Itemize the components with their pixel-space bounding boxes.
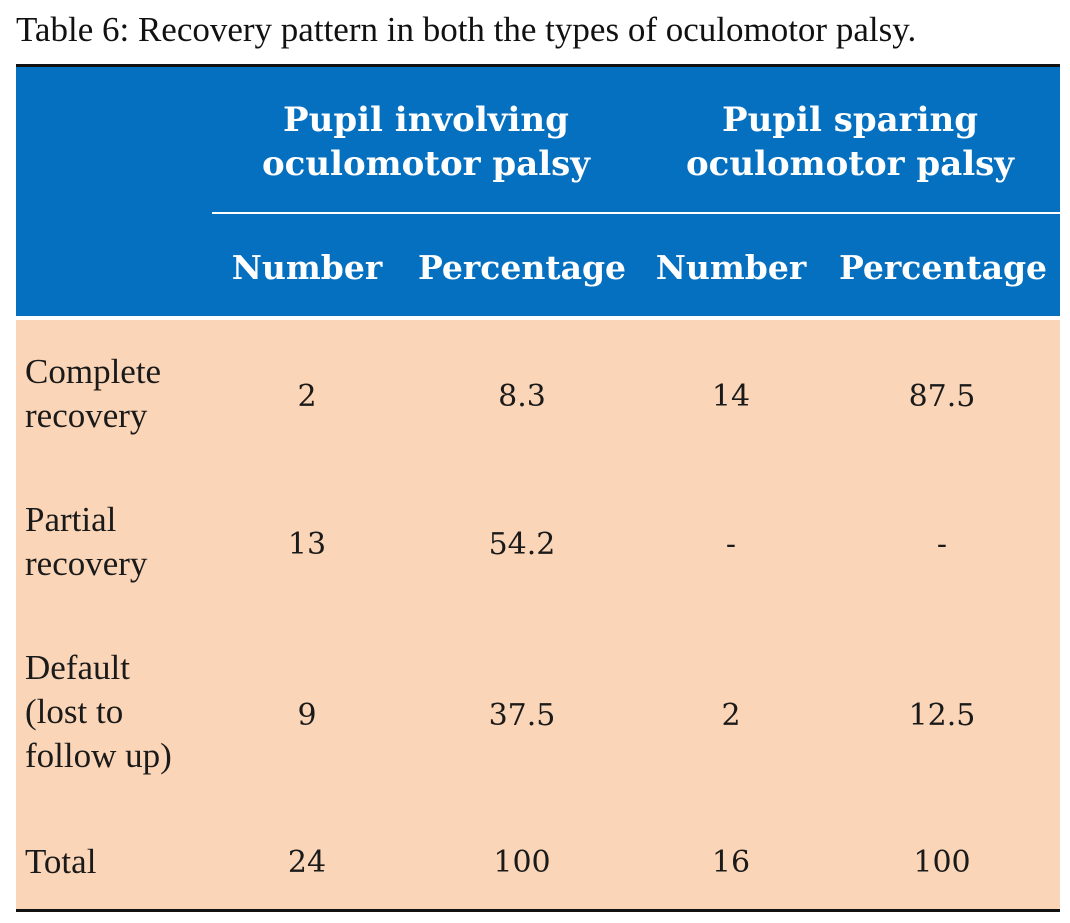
header-group-pupil-involving <box>212 98 640 186</box>
row-label-line: Partial <box>25 500 117 539</box>
row-label-default <box>25 646 172 778</box>
table-cell: 8.3 <box>498 379 546 414</box>
table-cell: 87.5 <box>908 379 976 414</box>
header-group-line: oculomotor palsy <box>261 144 591 184</box>
table-cell: 54.2 <box>488 527 556 562</box>
table-caption: Table 6: Recovery pattern in both the types of oculomotor palsy. <box>16 10 917 49</box>
row-label-line: Default <box>25 648 130 687</box>
subheader-number-involving: Number <box>231 248 383 287</box>
header-group-line: Pupil sparing <box>722 100 978 140</box>
row-label-line: recovery <box>25 544 148 583</box>
header-group-line: oculomotor palsy <box>685 144 1015 184</box>
row-label-partial-recovery <box>25 498 147 586</box>
table-cell: 37.5 <box>488 698 556 733</box>
row-label-line: Total <box>25 842 97 881</box>
table-cell: 12.5 <box>908 698 976 733</box>
header-group-line: Pupil involving <box>283 100 569 140</box>
header-group-pupil-sparing <box>640 98 1060 186</box>
table-cell: 2 <box>721 698 741 733</box>
subheader-number-sparing: Number <box>655 248 807 287</box>
subheader-percentage-involving: Percentage <box>417 248 627 287</box>
table-cell: 16 <box>711 845 751 880</box>
header-divider <box>212 212 1060 214</box>
bottom-rule <box>16 909 1060 912</box>
table-cell: 2 <box>297 379 317 414</box>
table-cell: 100 <box>913 845 971 880</box>
row-label-line: recovery <box>25 396 148 435</box>
table-cell: - <box>725 527 737 562</box>
row-label-line: (lost to <box>25 692 124 731</box>
row-label-line: follow up) <box>25 736 172 775</box>
table-cell: 14 <box>711 379 751 414</box>
row-label-complete-recovery <box>25 350 161 438</box>
row-label-line: Complete <box>25 352 162 391</box>
row-label-total <box>25 840 96 884</box>
table-cell: 9 <box>297 698 317 733</box>
subheader-percentage-sparing: Percentage <box>838 248 1048 287</box>
table-cell: - <box>936 527 948 562</box>
table-cell: 24 <box>287 845 327 880</box>
table-cell: 100 <box>493 845 551 880</box>
table-cell: 13 <box>287 527 327 562</box>
